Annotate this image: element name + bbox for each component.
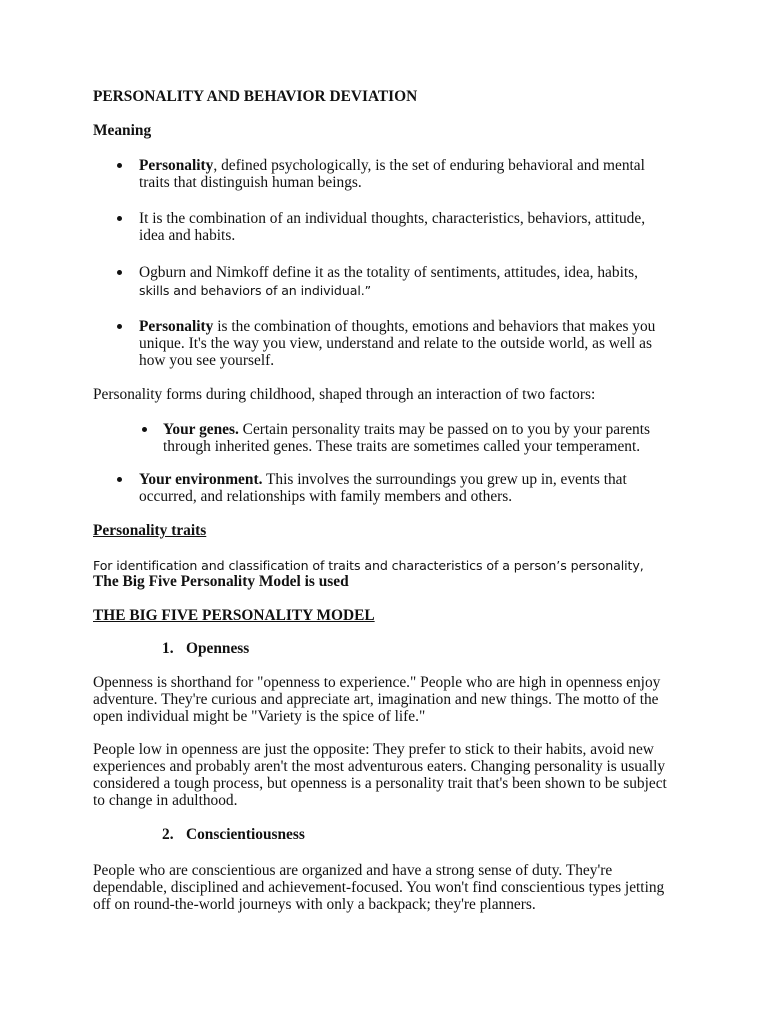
bullet-body: is the combination of thoughts, emotions and behaviors that makes you unique. It's the way you view, understand and relate to the outside world, as well as how you see yourself. xyxy=(139,318,656,369)
traits-heading: Personality traits xyxy=(93,522,207,539)
formation-intro: Personality forms during childhood, shaped through an interaction of two factors: xyxy=(93,386,596,403)
big-five-heading: THE BIG FIVE PERSONALITY MODEL xyxy=(93,607,375,624)
factor-bold-term: Your environment. xyxy=(139,471,263,488)
bullet-body: , defined psychologically, is the set of enduring behavioral and mental traits that distinguish human beings. xyxy=(139,157,645,191)
meaning-heading: Meaning xyxy=(93,122,152,139)
bullet-bold-term: Personality xyxy=(139,157,214,174)
item-number: 1. xyxy=(162,640,174,657)
bullet-icon xyxy=(117,324,122,329)
item-heading: Conscientiousness xyxy=(186,826,305,843)
bullet-icon xyxy=(117,270,122,275)
factor-bold-term: Your genes. xyxy=(163,421,239,438)
factor-body: This involves the surroundings you grew up in, events that occurred, and relationships with family members and others. xyxy=(139,471,627,505)
bullet-text xyxy=(139,318,669,369)
bullet-text: It is the combination of an individual thoughts, characteristics, behaviors, attitude, idea and habits. xyxy=(139,210,646,244)
item-heading: Openness xyxy=(186,640,250,657)
factor-text xyxy=(139,471,644,505)
traits-intro: For identification and classification of traits and characteristics of a person’s personality, xyxy=(93,558,644,573)
item-number: 2. xyxy=(162,826,174,843)
bullet-icon xyxy=(117,216,122,221)
paragraph: People low in openness are just the opposite: They prefer to stick to their habits, avoid new experiences and probably aren't the most adventurous eaters. Changing personality is usually considered a tough process, but openness is a personality trait that's been shown to be subject to change in adulthood. xyxy=(93,741,667,809)
bullet-text-line2: skills and behaviors of an individual.” xyxy=(139,283,372,298)
traits-intro-bold: The Big Five Personality Model is used xyxy=(93,573,349,590)
document-title: PERSONALITY AND BEHAVIOR DEVIATION xyxy=(93,88,418,105)
bullet-icon xyxy=(142,427,147,432)
bullet-text: Ogburn and Nimkoff define it as the totality of sentiments, attitudes, idea, habits, xyxy=(139,264,638,281)
factor-body: Certain personality traits may be passed on to you by your parents through inherited genes. These traits are sometimes called your temperament. xyxy=(163,421,651,455)
paragraph: People who are conscientious are organized and have a strong sense of duty. They're dependable, disciplined and achievement-focused. You won't find conscientious types jetting off on round-the-world journeys with only a backpack; they're planners. xyxy=(93,862,665,913)
bullet-icon xyxy=(117,163,122,168)
bullet-text xyxy=(139,157,674,191)
factor-text xyxy=(163,421,663,455)
paragraph: Openness is shorthand for "openness to experience." People who are high in openness enjoy adventure. They're curious and appreciate art, imagination and new things. The motto of the open individual might be "Variety is the spice of life." xyxy=(93,674,661,725)
bullet-bold-term: Personality xyxy=(139,318,214,335)
bullet-icon xyxy=(117,477,122,482)
